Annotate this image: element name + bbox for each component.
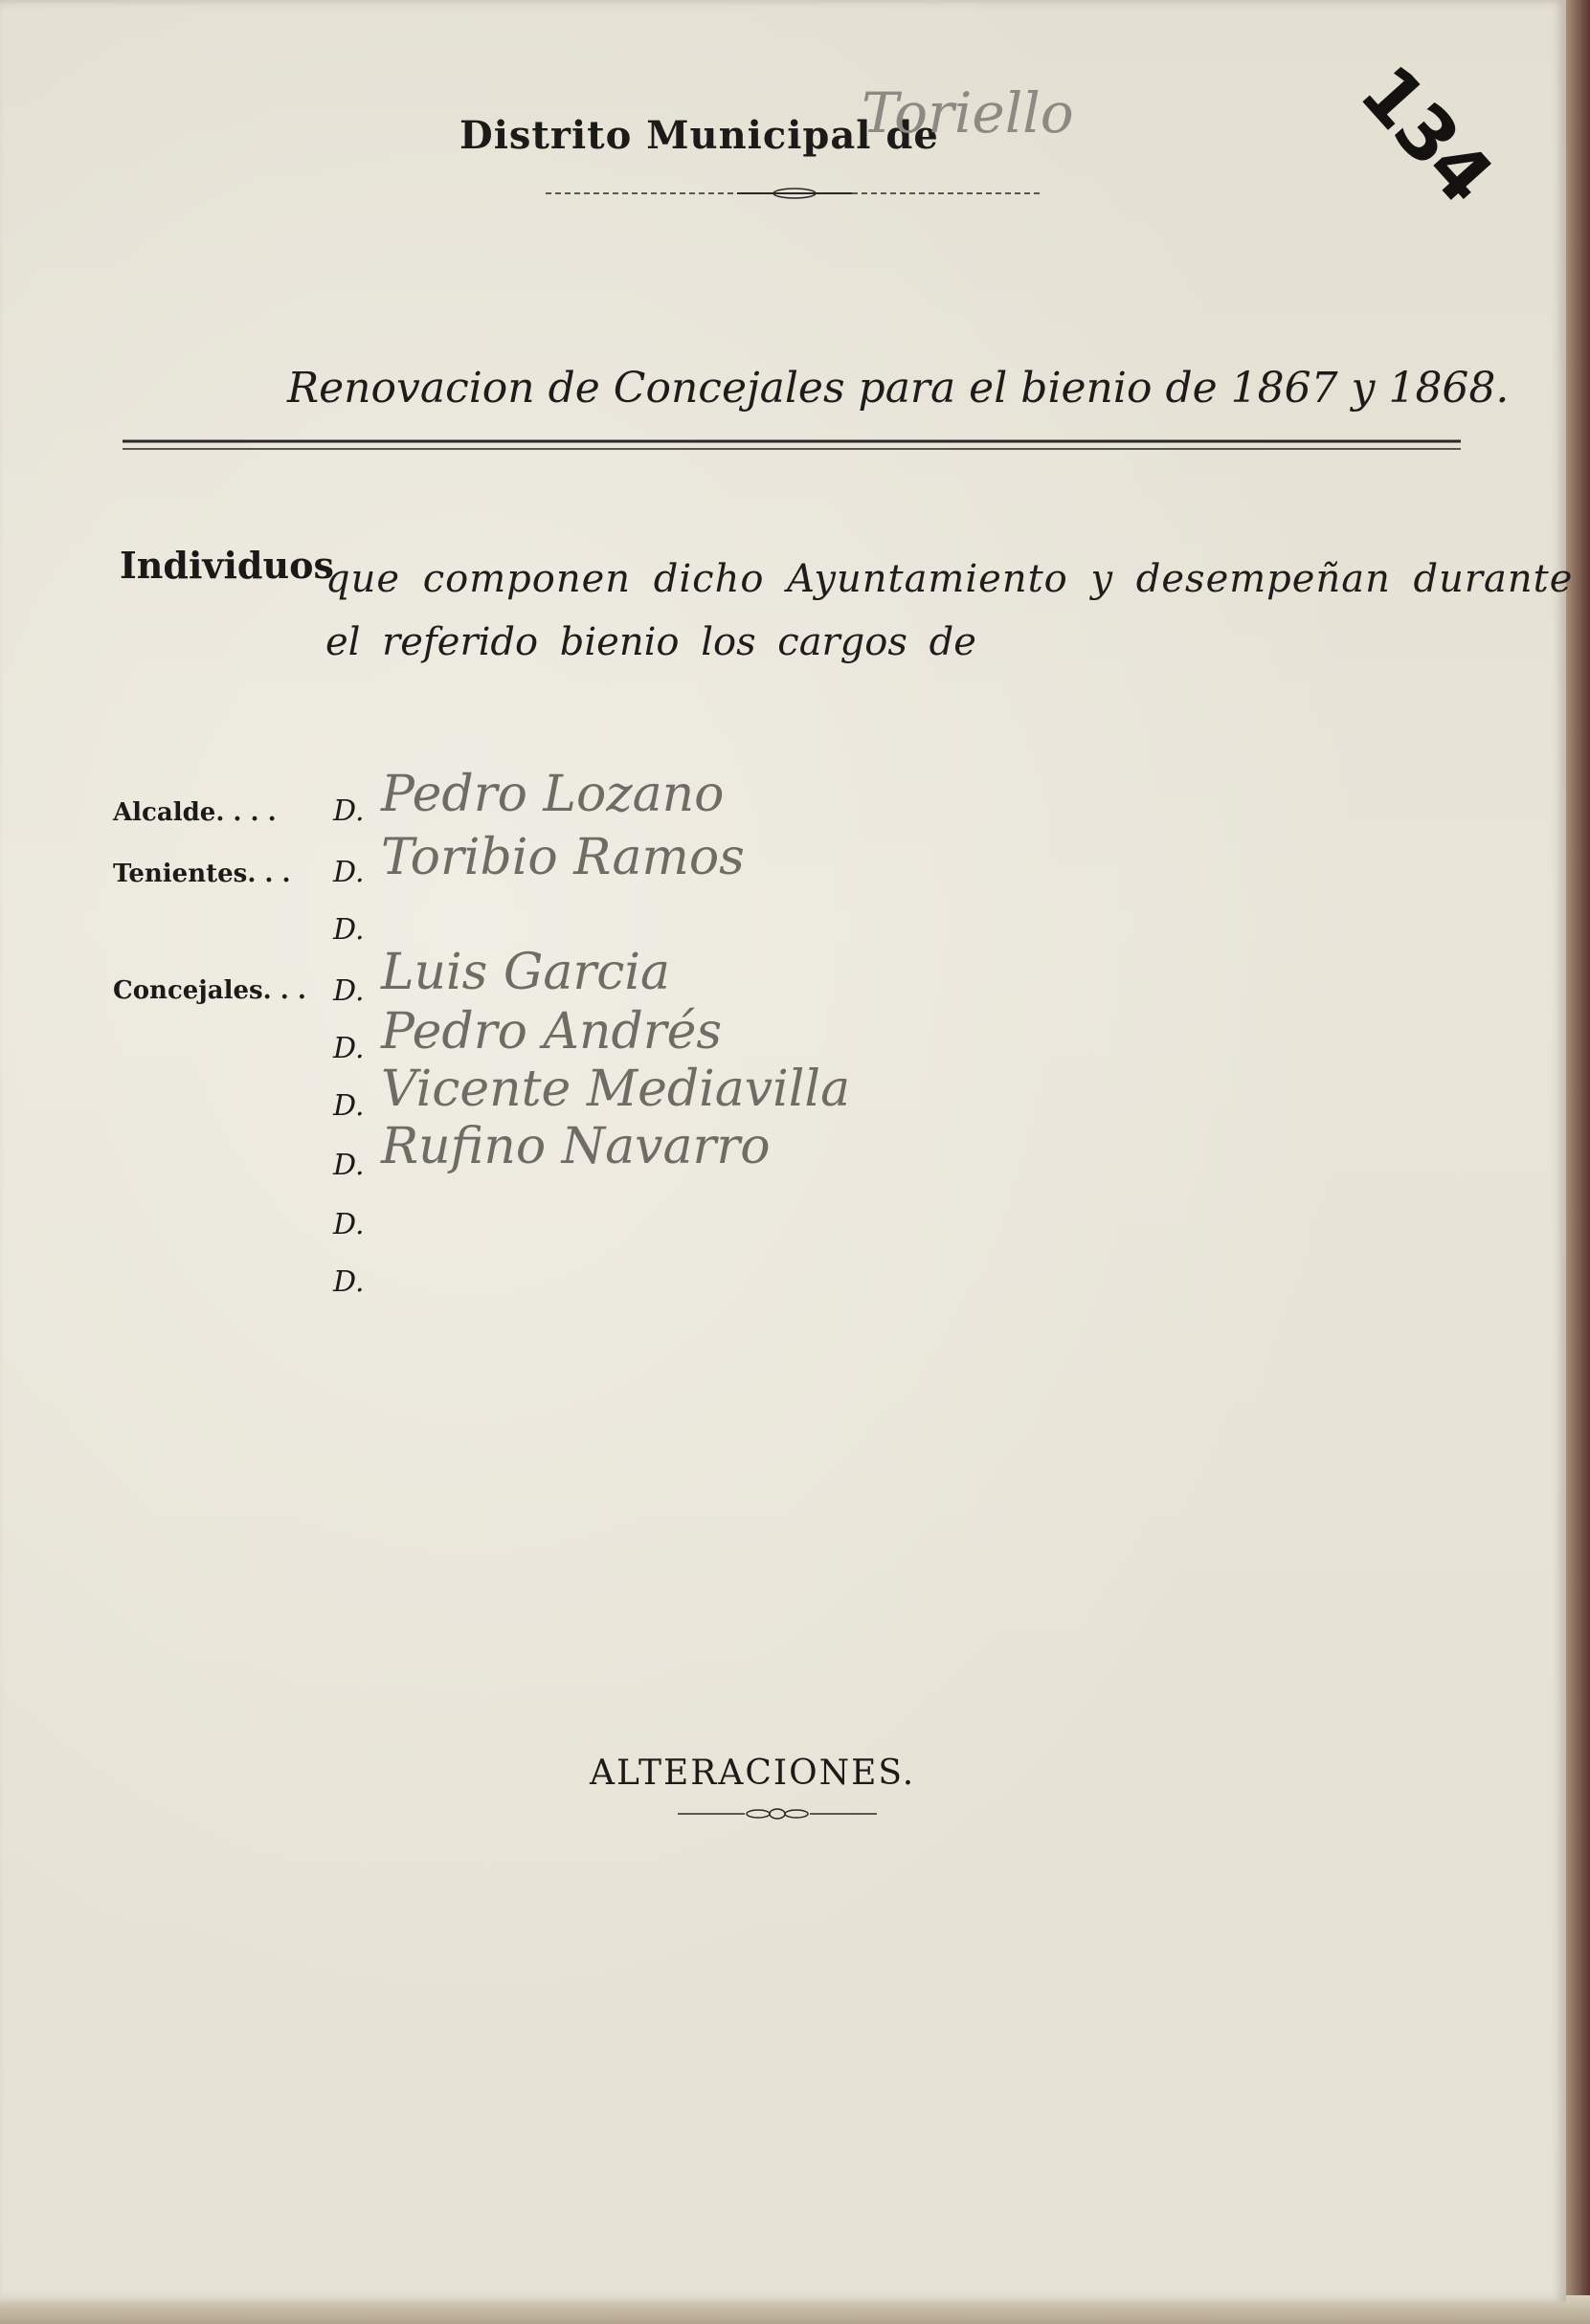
role-concejales: Concejales. . . <box>113 976 306 1005</box>
d-mark: D. <box>333 1149 365 1182</box>
entry-name: Rufino Navarro <box>381 1118 771 1175</box>
intro-line-1: que componen dicho Ayuntamiento y desempeñan durante <box>325 557 1574 601</box>
double-rule <box>123 438 1461 452</box>
d-mark: D. <box>333 794 365 828</box>
intro-line-2: el referido bienio los cargos de <box>325 620 976 664</box>
header-handwritten-place: Toriello <box>862 80 1074 145</box>
role-tenientes: Tenientes. . . <box>113 860 291 888</box>
d-mark: D. <box>333 913 365 947</box>
d-mark: D. <box>333 1265 365 1299</box>
d-mark: D. <box>333 1089 365 1123</box>
header-printed-text: Distrito Municipal de <box>459 113 939 158</box>
entry-name: Pedro Lozano <box>381 766 725 823</box>
d-mark: D. <box>333 1032 365 1065</box>
role-alcalde: Alcalde. . . . <box>113 798 277 827</box>
district-header <box>459 80 1149 170</box>
entry-name: Pedro Andrés <box>381 1003 723 1061</box>
d-mark: D. <box>333 1208 365 1241</box>
d-mark: D. <box>333 974 365 1008</box>
individuos-label: Individuos <box>120 544 334 587</box>
entry-name: Toribio Ramos <box>381 829 745 886</box>
alteraciones-heading: ALTERACIONES. <box>590 1754 916 1793</box>
page-edge-strip <box>1566 0 1590 2324</box>
ornamental-rule-top <box>546 188 1043 199</box>
folio-number: 134 <box>1343 50 1508 219</box>
entry-name: Vicente Mediavilla <box>381 1061 851 1118</box>
ornamental-rule-bottom <box>678 1807 877 1821</box>
d-mark: D. <box>333 856 365 889</box>
renewal-subtitle: Renovacion de Concejales para el bienio de 1867 y 1868. <box>287 364 1510 413</box>
entry-name: Luis Garcia <box>381 944 671 1001</box>
